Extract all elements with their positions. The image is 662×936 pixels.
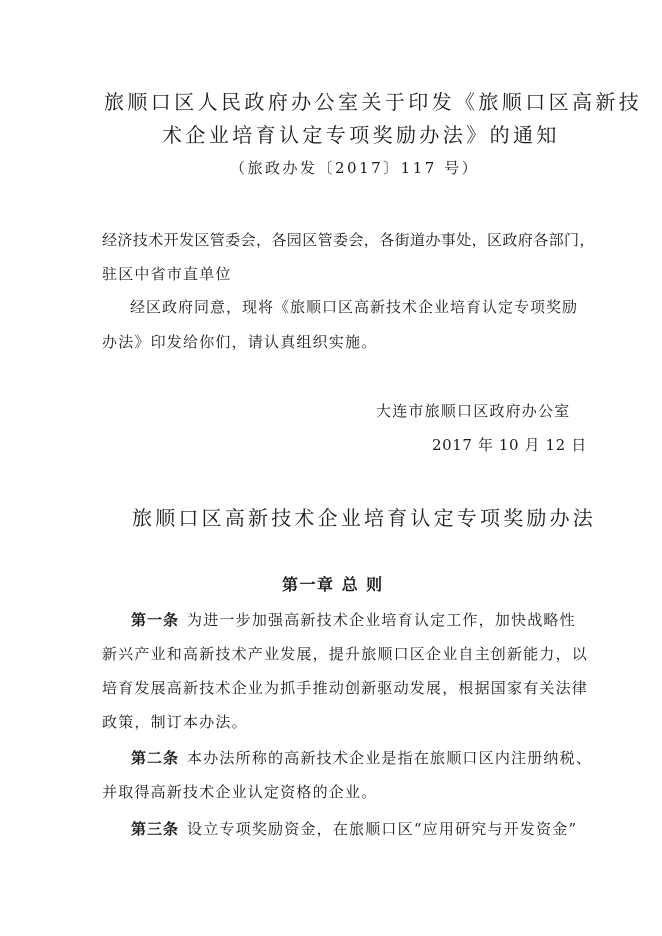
issue-date: 2017 年 10 月 12 日 bbox=[432, 436, 587, 454]
article-2-text-1: 本办法所称的高新技术企业是指在旅顺口区内注册纳税、 bbox=[187, 749, 593, 767]
notice-title-line-1: 旅顺口区人民政府办公室关于印发《旅顺口区高新技 bbox=[104, 90, 643, 114]
article-1-line-3: 培育发展高新技术企业为抓手推动创新驱动发展，根据国家有关法律 bbox=[102, 679, 589, 697]
notice-title-line-2: 术企业培育认定专项奖励办法》的通知 bbox=[162, 123, 560, 147]
chapter-heading: 第一章 总 则 bbox=[282, 575, 384, 594]
article-1-line-2: 新兴产业和高新技术产业发展，提升旅顺口区企业自主创新能力，以 bbox=[102, 645, 589, 663]
article-1-text-1: 为进一步加强高新技术企业培育认定工作，加快战略性 bbox=[187, 611, 576, 629]
article-3-label: 第三条 bbox=[131, 820, 180, 838]
article-1-label: 第一条 bbox=[131, 611, 180, 629]
document-number: （旅政办发〔2017〕117 号） bbox=[230, 159, 480, 177]
article-2-line-2: 并取得高新技术企业认定资格的企业。 bbox=[102, 783, 378, 801]
article-2-label: 第二条 bbox=[131, 749, 180, 767]
notice-body-line-2: 办法》印发给你们，请认真组织实施。 bbox=[102, 333, 378, 351]
measures-title: 旅顺口区高新技术企业培育认定专项奖励办法 bbox=[132, 506, 596, 530]
article-3-line-1 bbox=[131, 818, 577, 839]
article-3-text-1: 设立专项奖励资金，在旅顺口区“应用研究与开发资金” bbox=[187, 820, 578, 838]
recipients-line-1: 经济技术开发区管委会，各园区管委会，各街道办事处，区政府各部门， bbox=[102, 231, 595, 249]
article-1-line-4: 政策，制订本办法。 bbox=[102, 713, 248, 731]
issuer-name: 大连市旅顺口区政府办公室 bbox=[376, 402, 571, 420]
recipients-line-2: 驻区中省市直单位 bbox=[102, 265, 232, 283]
article-2-line-1 bbox=[131, 747, 592, 768]
article-1-line-1 bbox=[131, 609, 576, 630]
notice-body-line-1: 经区政府同意，现将《旅顺口区高新技术企业培育认定专项奖励 bbox=[130, 298, 579, 316]
